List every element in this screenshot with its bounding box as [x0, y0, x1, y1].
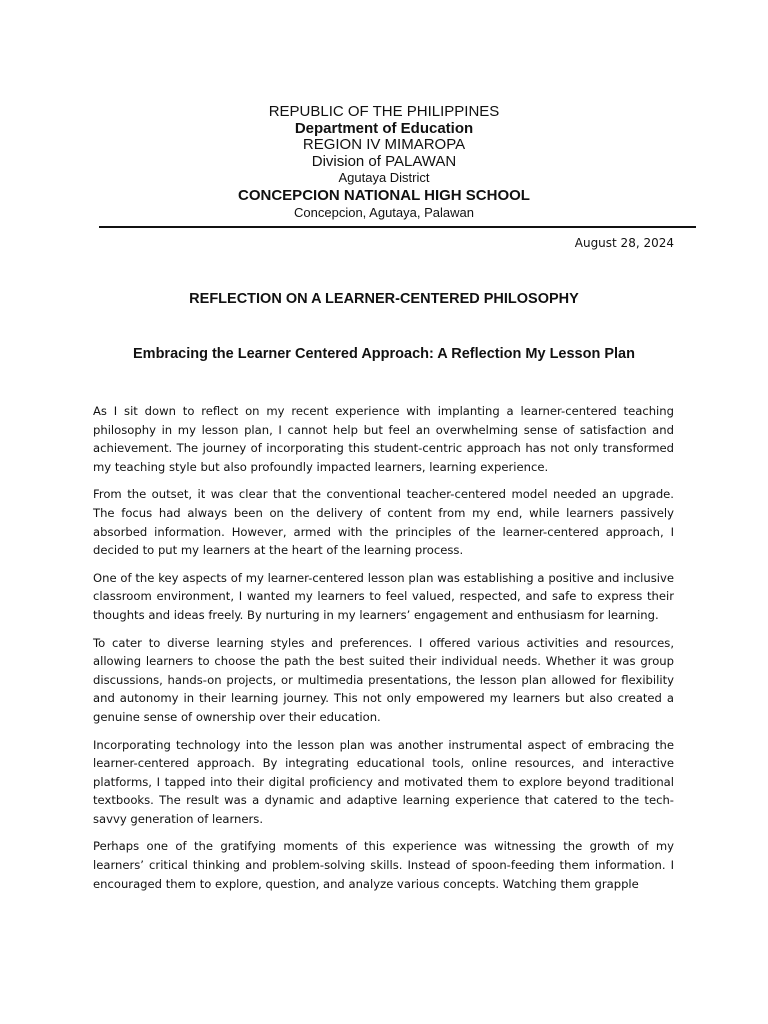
school-name: CONCEPCION NATIONAL HIGH SCHOOL — [238, 186, 530, 204]
letterhead — [0, 104, 768, 221]
republic-heading: REPUBLIC OF THE PHILIPPINES — [268, 103, 500, 120]
body-paragraph: From the outset, it was clear that the conventional teacher-centered model needed an upgrade. The focus had always been on the delivery of content from my end, while learners passively absorbed information. However, armed with the principles of the learner-centered approach, I decided to put my learners at the heart of the learning process. — [93, 487, 674, 558]
department-heading: Department of Education — [294, 119, 474, 137]
document-subtitle: Embracing the Learner Centered Approach: A Reflection My Lesson Plan — [133, 346, 635, 362]
body-paragraph: Incorporating technology into the lesson plan was another instrumental aspect of embracing the learner-centered approach. By integrating educational tools, online resources, and interactive platforms, I tapped into their digital proficiency and motivated them to explore beyond traditional textbooks. The result was a dynamic and adaptive learning experience that catered to the tech-savvy generation of learners. — [93, 737, 674, 826]
body-paragraph: One of the key aspects of my learner-centered lesson plan was establishing a positive and inclusive classroom environment, I wanted my learners to feel valued, respected, and safe to express their thoughts and ideas freely. By nurturing in my learners’ engagement and enthusiasm for learning. — [93, 570, 674, 622]
body-paragraph: To cater to diverse learning styles and preferences. I offered various activities and resources, allowing learners to choose the path the best suited their individual needs. Whether it was group discussions, hands-on projects, or multimedia presentations, the lesson plan allowed for flexibility and autonomy in their learning journey. This not only empowered my learners but also created a genuine sense of ownership over their education. — [93, 635, 674, 724]
body-paragraph: Perhaps one of the gratifying moments of this experience was witnessing the growth of my learners’ critical thinking and problem-solving skills. Instead of spoon-feeding them information. I encouraged them to explore, question, and analyze various concepts. Watching them grapple — [93, 839, 674, 891]
division-heading: Division of PALAWAN — [311, 152, 457, 170]
document-date: August 28, 2024 — [574, 236, 674, 250]
district-heading: Agutaya District — [338, 170, 430, 185]
school-address: Concepcion, Agutaya, Palawan — [294, 204, 474, 220]
document-body — [93, 402, 674, 902]
region-heading: REGION IV MIMAROPA — [302, 136, 466, 153]
letterhead-divider — [99, 226, 696, 228]
body-paragraph: As I sit down to reflect on my recent experience with implanting a learner-centered teaching philosophy in my lesson plan, I cannot help but feel an overwhelming sense of satisfaction and achievement. The journey of incorporating this student-centric approach has not only transformed my teaching style but also profoundly impacted learners, learning experience. — [93, 404, 674, 474]
document-title: REFLECTION ON A LEARNER-CENTERED PHILOSOPHY — [189, 291, 579, 307]
